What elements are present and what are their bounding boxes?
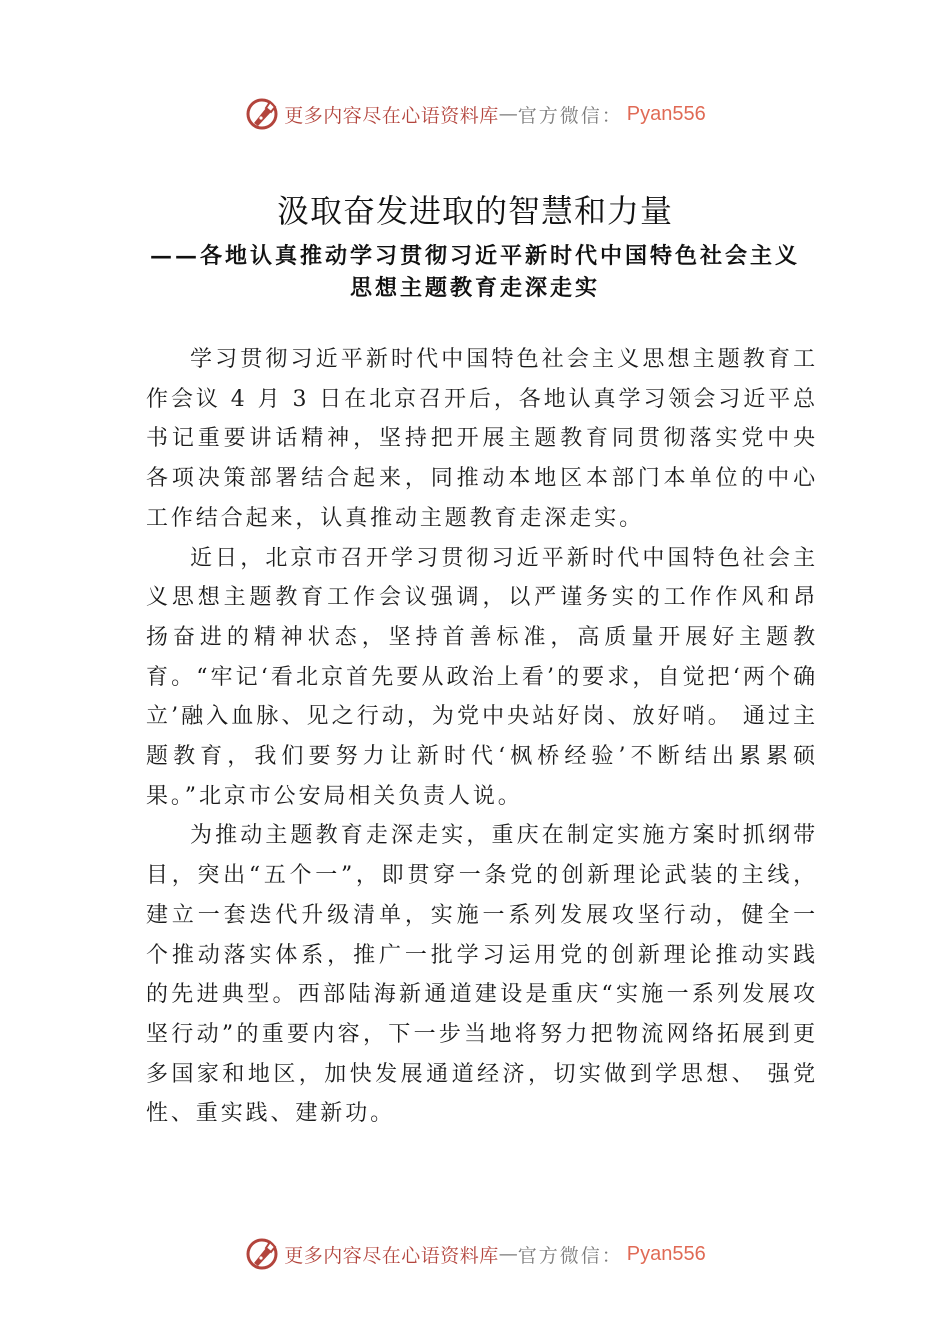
banner-wechat-id: Pyan556 xyxy=(626,1242,706,1265)
banner-dash: — xyxy=(498,1243,518,1265)
paragraph: 为推动主题教育走深走实，重庆在制定实施方案时抓纲带目，突出“五个一”，即贯穿一条党的创新理论武装的主线，建立一套迭代升级清单，实施一系列发展攻坚行动，健全一个推动落实体系，推广一批学习运用党的创新理论推动实践的先进典型。西部陆海新通道建设是重庆“实施一系列发展攻坚行动”的重要内容，下一步当地将努力把物流网络拓展到更多国家和地区，加快发展通道经济，切实做到学思想、 强党性、重实践、建新功。 xyxy=(146,823,818,1127)
paragraph: 学习贯彻习近平新时代中国特色社会主义思想主题教育工作会议 4 月 3 日在北京召开后，各地认真学习领会习近平总书记重要讲话精神，坚持把开展主题教育同贯彻落实党中央各项决策部署结合起来，同推动本地区本部门本单位的中心工作结合起来，认真推动主题教育走深走实。 xyxy=(146,347,818,531)
banner-main-text: 更多内容尽在心语资料库 xyxy=(284,104,499,127)
article-body xyxy=(146,340,818,1134)
paragraph: 近日，北京市召开学习贯彻习近平新时代中国特色社会主义思想主题教育工作会议强调，以严谨务实的工作作风和昂扬奋进的精神状态，坚持首善标准，高质量开展好主题教育。“牢记‘看北京首先要从政治上看’的要求，自觉把‘两个确立’融入血脉、见之行动，为党中央站好岗、放好哨。 通过主题教育，我们要努力让新时代‘枫桥经验’不断结出累累硕果。”北京市公安局相关负责人说。 xyxy=(146,545,818,809)
banner-wechat-label: 官方微信： xyxy=(517,104,623,127)
pen-nib-logo-icon xyxy=(244,1236,280,1272)
banner-main-text: 更多内容尽在心语资料库 xyxy=(284,1244,499,1267)
banner-dash: — xyxy=(498,103,518,125)
pen-nib-logo-icon xyxy=(244,96,280,132)
footer-banner xyxy=(0,1234,950,1274)
article-title: 汲取奋发进取的智慧和力量 xyxy=(276,192,673,230)
banner-wechat-label: 官方微信： xyxy=(517,1244,623,1267)
header-banner xyxy=(0,94,950,134)
article-subtitle: ——各地认真推动学习贯彻习近平新时代中国特色社会主义思想主题教育走深走实 xyxy=(150,243,801,301)
banner-wechat-id: Pyan556 xyxy=(626,102,706,125)
